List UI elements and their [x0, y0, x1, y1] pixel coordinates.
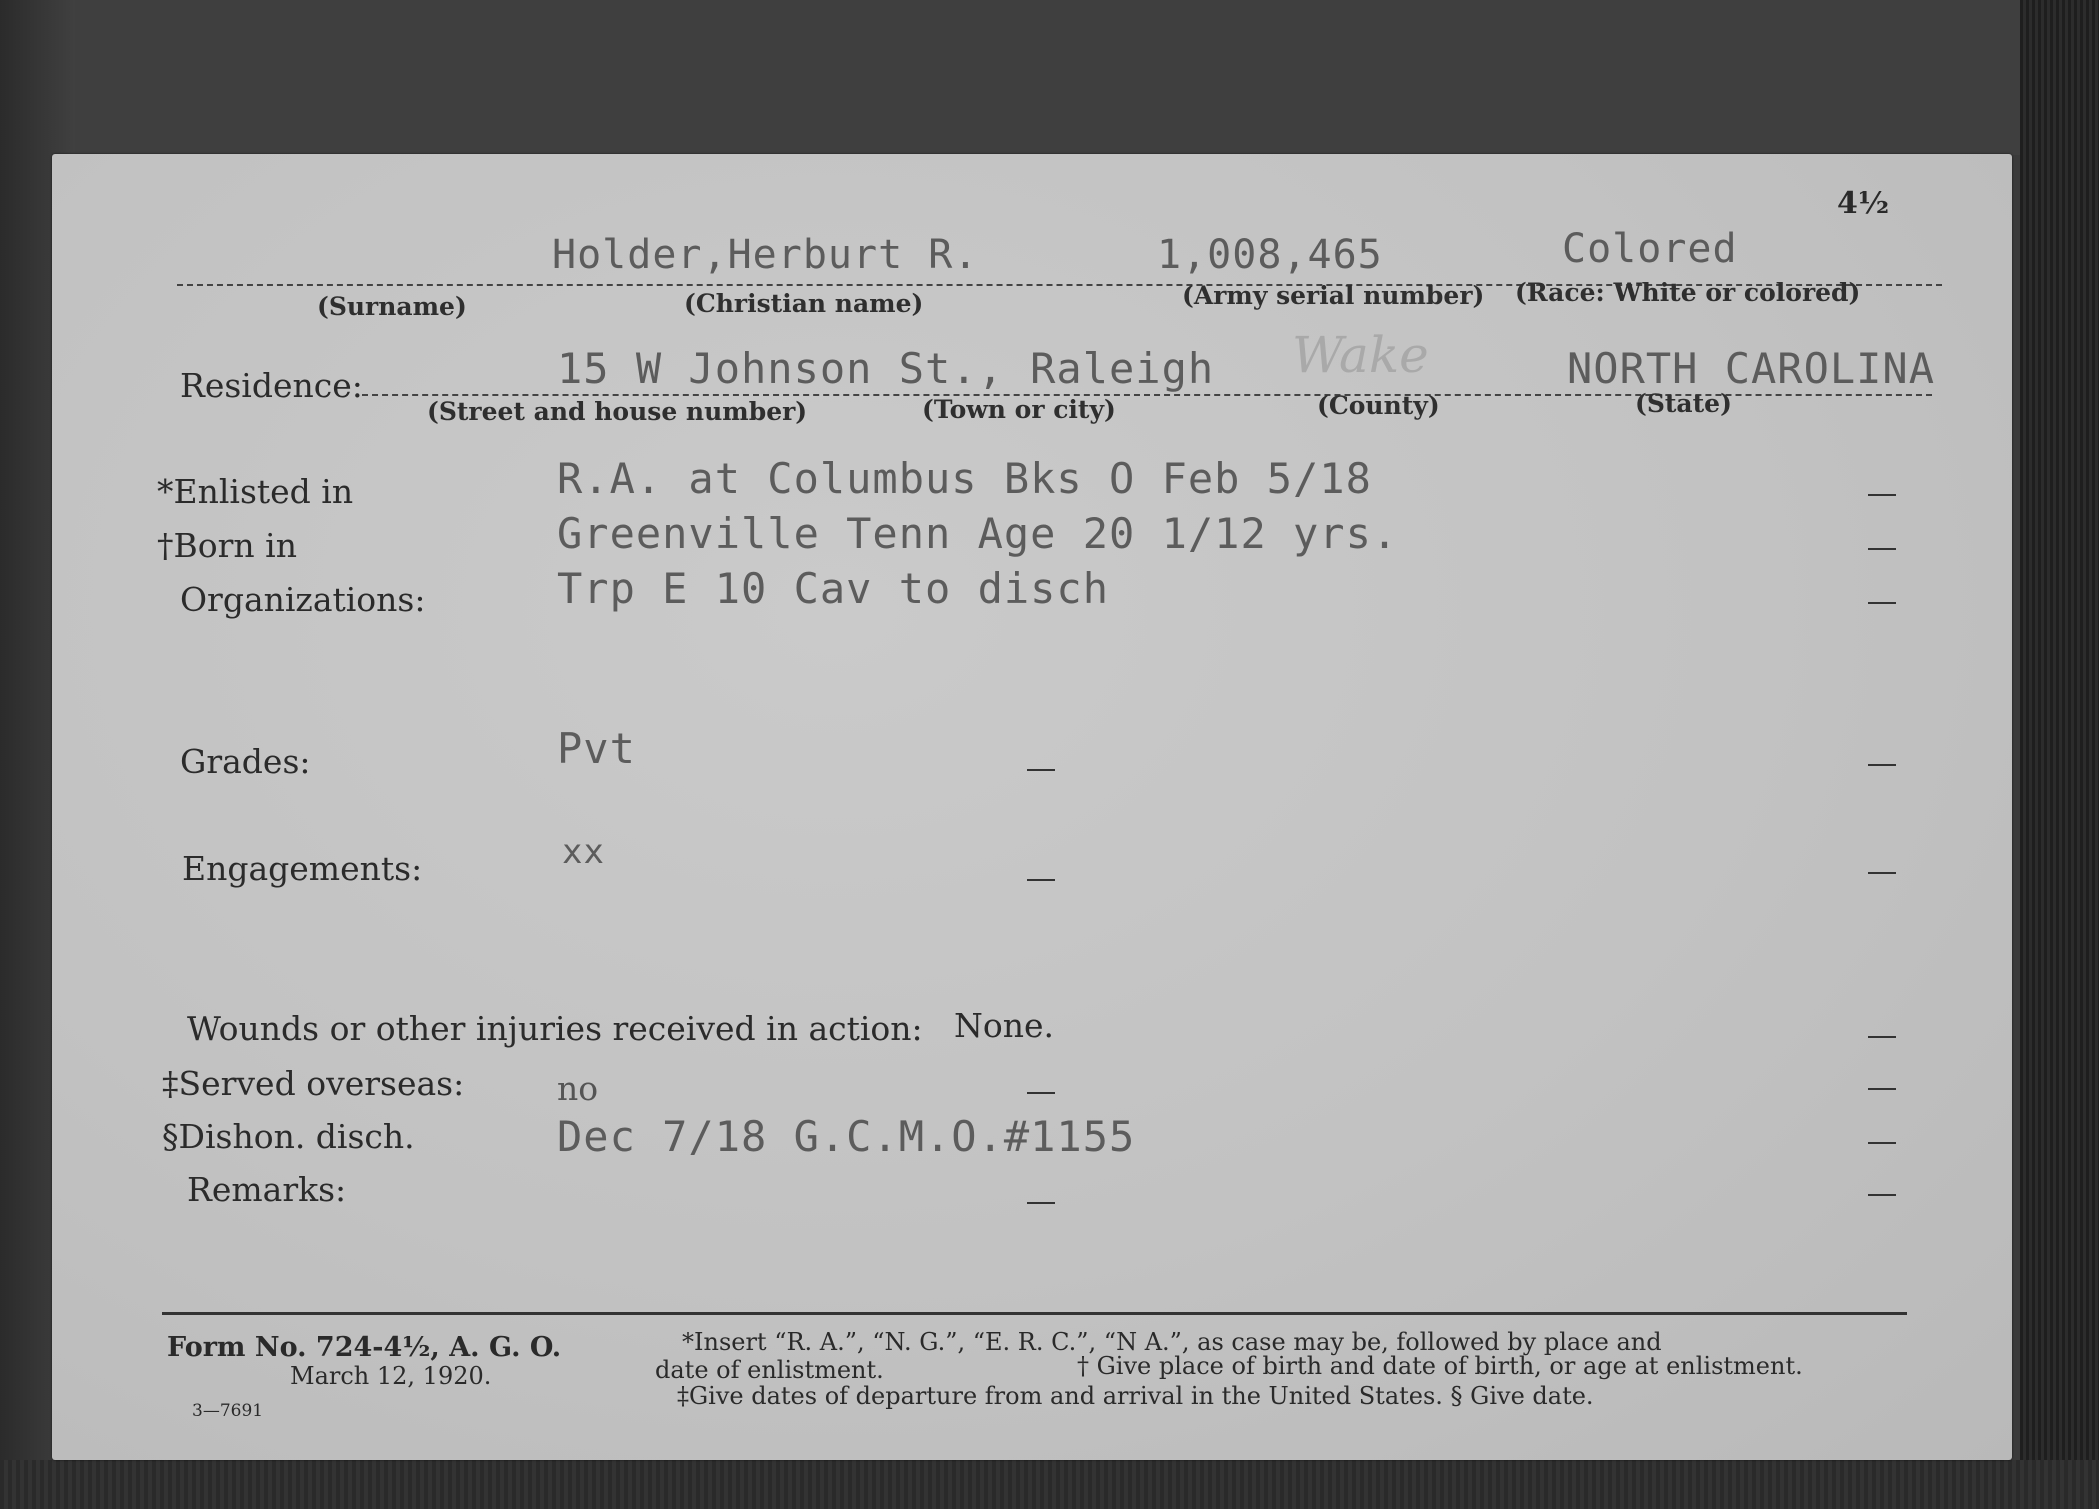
- organizations-value: Trp E 10 Cav to disch: [557, 564, 1110, 613]
- dash-marker: [1868, 764, 1896, 766]
- wounds-label: Wounds or other injuries received in action:: [187, 1009, 923, 1048]
- footer-rule: [162, 1312, 1907, 1315]
- form-date: March 12, 1920.: [290, 1362, 492, 1390]
- dash-marker: [1027, 1092, 1055, 1094]
- dishon-disch-label: §Dishon. disch.: [162, 1117, 415, 1156]
- residence-label: Residence:: [180, 366, 363, 405]
- print-code: 3—7691: [192, 1401, 264, 1421]
- dash-marker: [1868, 1194, 1896, 1196]
- dash-marker: [1027, 879, 1055, 881]
- christian-name-caption: (Christian name): [684, 289, 924, 318]
- enlisted-label: *Enlisted in: [157, 472, 354, 511]
- race-value: Colored: [1562, 226, 1738, 272]
- street-town-value: 15 W Johnson St., Raleigh: [557, 344, 1215, 393]
- organizations-label: Organizations:: [180, 580, 426, 619]
- grades-value: Pvt: [557, 724, 636, 773]
- serial-number-caption: (Army serial number): [1182, 281, 1485, 310]
- remarks-label: Remarks:: [187, 1170, 347, 1209]
- footnote-line-2b: † Give place of birth and date of birth, or age at enlistment.: [1077, 1352, 1803, 1380]
- dash-marker: [1868, 494, 1896, 496]
- served-overseas-label: ‡Served overseas:: [162, 1064, 465, 1103]
- dash-marker: [1868, 1036, 1896, 1038]
- county-caption: (County): [1317, 391, 1440, 420]
- born-label: †Born in: [157, 526, 297, 565]
- page-number: 4½: [1837, 186, 1890, 221]
- street-caption: (Street and house number): [427, 397, 808, 426]
- scanner-background-right: [2020, 0, 2099, 1509]
- footnote-line-2a: date of enlistment.: [655, 1356, 884, 1384]
- serial-number-value: 1,008,465: [1157, 232, 1383, 278]
- grades-label: Grades:: [180, 742, 311, 781]
- name-value: Holder,Herburt R.: [552, 232, 979, 278]
- service-record-card: [52, 154, 2012, 1460]
- dishon-disch-value: Dec 7/18 G.C.M.O.#1155: [557, 1112, 1136, 1161]
- dash-marker: [1868, 872, 1896, 874]
- scanner-background-strip: [70, 0, 2030, 155]
- dash-marker: [1868, 602, 1896, 604]
- scanner-background-bottom: [0, 1460, 2099, 1509]
- town-caption: (Town or city): [922, 395, 1116, 424]
- dash-marker: [1027, 769, 1055, 771]
- enlisted-value: R.A. at Columbus Bks O Feb 5/18: [557, 454, 1372, 503]
- footnote-line-3: ‡Give dates of departure from and arrival in the United States. § Give date.: [677, 1382, 1594, 1410]
- dash-marker: [1868, 548, 1896, 550]
- state-caption: (State): [1635, 389, 1732, 418]
- race-caption: (Race: White or colored): [1515, 278, 1861, 307]
- state-value: NORTH CAROLINA: [1567, 344, 1936, 393]
- footnote-line-1: *Insert “R. A.”, “N. G.”, “E. R. C.”, “N A.”, as case may be, followed by place and: [682, 1328, 1662, 1356]
- wounds-value: None.: [954, 1006, 1055, 1045]
- served-overseas-value: no: [557, 1069, 599, 1108]
- born-value: Greenville Tenn Age 20 1/12 yrs.: [557, 509, 1399, 558]
- surname-caption: (Surname): [317, 292, 467, 321]
- dash-marker: [1027, 1202, 1055, 1204]
- engagements-label: Engagements:: [182, 849, 423, 888]
- engagements-value: xx: [562, 832, 605, 872]
- dash-marker: [1868, 1088, 1896, 1090]
- form-number: Form No. 724-4½, A. G. O.: [167, 1332, 562, 1363]
- dash-marker: [1868, 1142, 1896, 1144]
- county-value: Wake: [1292, 326, 1429, 384]
